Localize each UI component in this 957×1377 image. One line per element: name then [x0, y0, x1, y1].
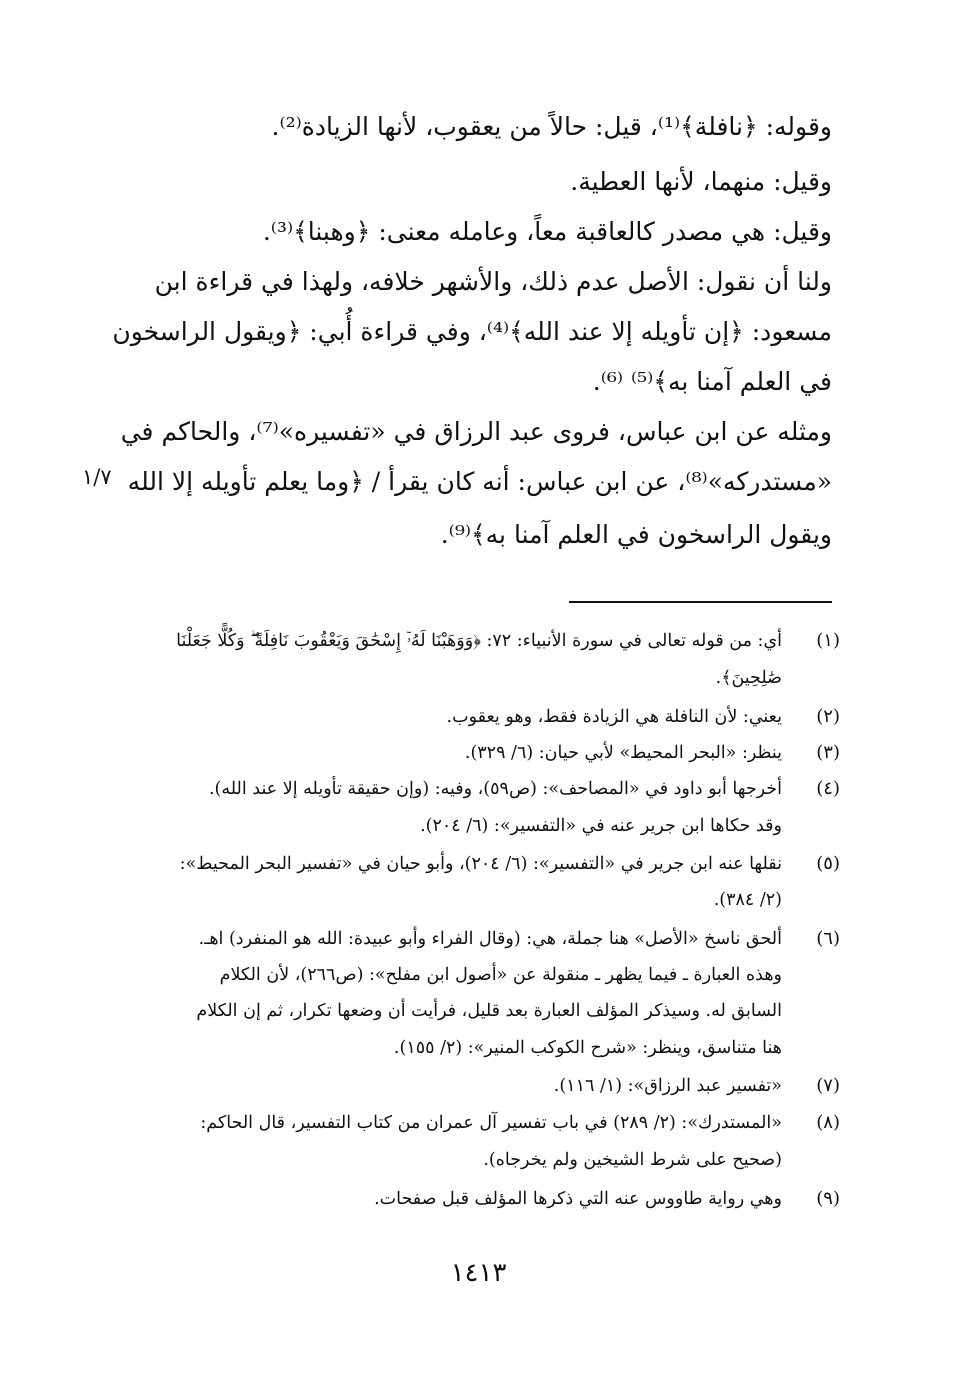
footnote-text: «المستدرك»: (٢/ ٢٨٩) في باب تفسير آل عمران من كتاب التفسير، قال الحاكم: — [200, 1113, 782, 1133]
footnote-number: (١) — [816, 630, 840, 651]
footnote-text: هنا متناسق، وينظر: «شرح الكوكب المنير»: (٢/ ١٥٥). — [393, 1038, 782, 1058]
body-line-4: ولنا أن نقول: الأصل عدم ذلك، والأشهر خلافه، ولهذا في قراءة ابن — [154, 267, 832, 296]
footnote-text: يعني: لأن النافلة هي الزيادة فقط، وهو يعقوب. — [446, 707, 782, 727]
footnote-text: (٢/ ٣٨٤). — [713, 890, 782, 910]
footnote-text: وهذه العبارة ـ فيما يظهر ـ منقولة عن «أصول ابن مفلح»: (ص٢٦٦)، لأن الكلام — [219, 965, 782, 985]
body-line-6: في العلم آمنا به﴾⁽⁵⁾ ⁽⁶⁾. — [592, 367, 832, 396]
footnote-text: نقلها عنه ابن جرير في «التفسير»: (٦/ ٢٠٤)، وأبو حيان في «تفسير البحر المحيط»: — [179, 854, 782, 874]
body-line-2: وقيل: منهما، لأنها العطية. — [570, 167, 832, 196]
margin-folio-note: ١/٧ — [82, 465, 112, 489]
body-line-3: وقيل: هي مصدر كالعاقبة معاً، وعامله معنى: ﴿وهبنا﴾⁽³⁾. — [262, 217, 832, 246]
footnote-number: (٢) — [816, 706, 840, 727]
footnote-text: «تفسير عبد الرزاق»: (١/ ١١٦). — [553, 1076, 782, 1096]
footnote-number: (٥) — [816, 853, 840, 874]
page-number: ١٤١٣ — [450, 1258, 507, 1288]
footnote-text: صَٰلِحِينَ﴾. — [715, 668, 782, 688]
footnote-number: (٤) — [816, 778, 840, 799]
body-line-9: ويقول الراسخون في العلم آمنا به﴾⁽⁹⁾. — [440, 520, 832, 549]
footnote-text: أخرجها أبو داود في «المصاحف»: (ص٥٩)، وفيه: (وإن حقيقة تأويله إلا عند الله). — [208, 779, 782, 799]
footnote-number: (٩) — [816, 1188, 840, 1209]
footnote-number: (٨) — [816, 1112, 840, 1133]
footnote-separator — [569, 601, 832, 603]
footnote-text: أي: من قوله تعالى في سورة الأنبياء: ٧٢: ﴿وَوَهَبْنَا لَهُۥٓ إِسْحَٰقَ وَيَعْقُوبَ نَافِلَةً ۖ وَكُلًّا جَعَلْنَا — [176, 631, 782, 651]
footnote-number: (٣) — [816, 742, 840, 763]
footnote-text: وقد حكاها ابن جرير عنه في «التفسير»: (٦/ ٢٠٤). — [420, 816, 782, 836]
footnote-number: (٧) — [816, 1075, 840, 1096]
footnote-text: ينظر: «البحر المحيط» لأبي حيان: (٦/ ٣٢٩). — [464, 743, 782, 763]
body-line-8: «مستدركه»⁽⁸⁾، عن ابن عباس: أنه كان يقرأ / ﴿وما يعلم تأويله إلا الله — [127, 467, 832, 496]
footnote-text: ألحق ناسخ «الأصل» هنا جملة، هي: (وقال الفراء وأبو عبيدة: الله هو المنفرد) اهـ. — [198, 929, 782, 949]
footnote-text: (صحيح على شرط الشيخين ولم يخرجاه). — [483, 1150, 782, 1170]
footnote-text: وهي رواية طاووس عنه التي ذكرها المؤلف قبل صفحات. — [374, 1189, 782, 1209]
body-line-1: وقوله: ﴿نافلة﴾⁽¹⁾، قيل: حالاً من يعقوب، لأنها الزيادة⁽²⁾. — [271, 112, 832, 141]
footnote-text: السابق له. وسيذكر المؤلف العبارة بعد قليل، فرأيت أن وضعها تكرار، ثم إن الكلام — [196, 1001, 782, 1021]
body-line-7: ومثله عن ابن عباس، فروى عبد الرزاق في «تفسيره»⁽⁷⁾، والحاكم في — [120, 417, 832, 446]
body-line-5: مسعود: ﴿إن تأويله إلا عند الله﴾⁽⁴⁾، وفي قراءة أُبي: ﴿ويقول الراسخون — [112, 317, 832, 346]
footnote-number: (٦) — [816, 928, 840, 949]
